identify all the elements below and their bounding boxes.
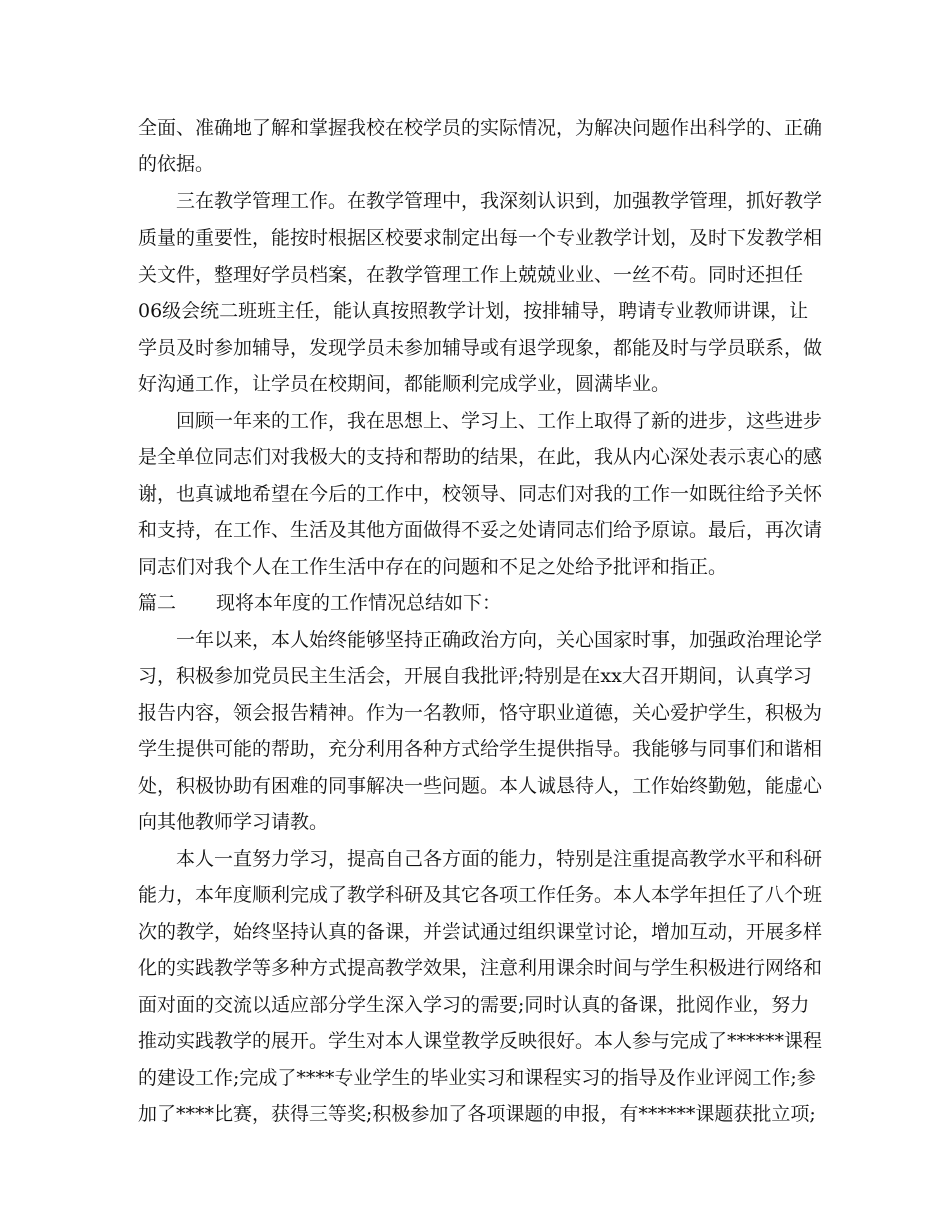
text-line: 学生提供可能的帮助，充分利用各种方式给学生提供指导。我能够与同事们和谐相 (138, 738, 823, 760)
text-line: 本人一直努力学习，提高自己各方面的能力，特别是注重提高教学水平和科研 (138, 848, 823, 870)
text-line: 的依据。 (138, 153, 215, 175)
text-line: 向其他教师学习请教。 (138, 811, 329, 833)
text-line: 处，积极协助有困难的同事解决一些问题。本人诚恳待人，工作始终勤勉，能虚心 (138, 775, 823, 797)
text-line: 好沟通工作，让学员在校期间，都能顺利完成学业，圆满毕业。 (138, 373, 671, 395)
section-heading (138, 589, 501, 617)
text-line: 报告内容，领会报告精神。作为一名教师，恪守职业道德，关心爱护学生，积极为 (138, 702, 823, 724)
text-line: 能力，本年度顺利完成了教学科研及其它各项工作任务。本人本学年担任了八个班 (138, 884, 823, 906)
text-line: 面对面的交流以适应部分学生深入学习的需要;同时认真的备课，批阅作业，努力 (138, 994, 810, 1016)
text-line: 推动实践教学的展开。学生对本人课堂教学反映很好。本人参与完成了******课程 (138, 1030, 823, 1052)
text-line: 全面、准确地了解和掌握我校在校学员的实际情况，为解决问题作出科学的、正确 (138, 117, 823, 139)
text-line: 一年以来，本人始终能够坚持正确政治方向，关心国家时事，加强政治理论学 (138, 629, 823, 651)
text-line: 同志们对我个人在工作生活中存在的问题和不足之处给予批评和指正。 (138, 556, 728, 578)
text-line: 次的教学，始终坚持认真的备课，并尝试通过组织课堂讨论，增加互动，开展多样 (138, 921, 823, 943)
text-line: 加了****比赛，获得三等奖;积极参加了各项课题的申报，有******课题获批立项; (138, 1103, 816, 1125)
text-line: 三在教学管理工作。在教学管理中，我深刻认识到，加强教学管理，抓好教学 (138, 190, 823, 212)
text-line: 关文件，整理好学员档案，在教学管理工作上兢兢业业、一丝不苟。同时还担任 (138, 264, 804, 286)
text-line: 质量的重要性，能按时根据区校要求制定出每一个专业教学计划，及时下发教学相 (138, 227, 823, 249)
text-line: 谢，也真诚地希望在今后的工作中，校领导、同志们对我的工作一如既往给予关怀 (138, 483, 823, 505)
text-line: 化的实践教学等多种方式提高教学效果，注意利用课余时间与学生积极进行网络和 (138, 957, 823, 979)
section-heading-label: 篇二 (138, 592, 177, 614)
section-heading-text: 现将本年度的工作情况总结如下： (216, 592, 502, 614)
text-line: 的建设工作;完成了****专业学生的毕业实习和课程实习的指导及作业评阅工作;参 (138, 1067, 816, 1089)
text-line: 学员及时参加辅导，发现学员未参加辅导或有退学现象，都能及时与学员联系，做 (138, 337, 823, 359)
text-line: 06级会统二班班主任，能认真按照教学计划，按排辅导，聘请专业教师讲课，让 (138, 300, 809, 322)
text-line: 回顾一年来的工作，我在思想上、学习上、工作上取得了新的进步，这些进步 (138, 410, 823, 432)
text-line: 是全单位同志们对我极大的支持和帮助的结果，在此，我从内心深处表示衷心的感 (138, 446, 823, 468)
text-line: 习，积极参加党员民主生活会，开展自我批评;特别是在xx大召开期间，认真学习 (138, 665, 812, 687)
text-line: 和支持，在工作、生活及其他方面做得不妥之处请同志们给予原谅。最后，再次请 (138, 519, 823, 541)
